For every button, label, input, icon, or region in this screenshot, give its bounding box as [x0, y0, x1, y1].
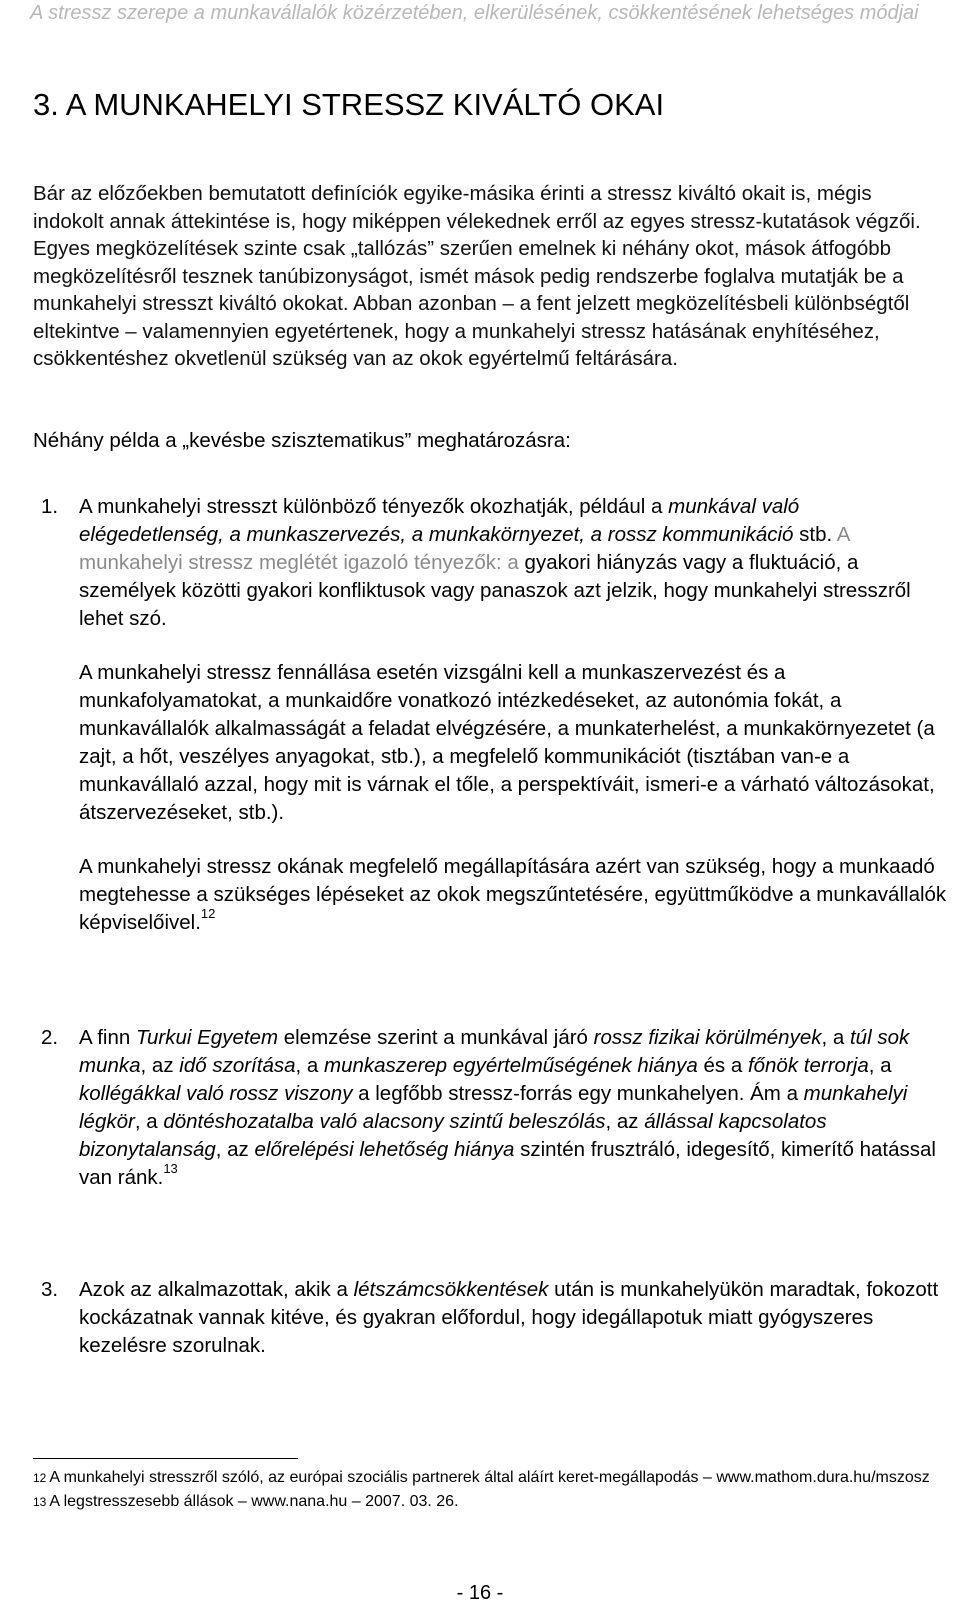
list-item-body [79, 493, 948, 937]
italic-span: főnök terrorja [747, 1054, 869, 1077]
examples-lead: Néhány példa a „kevésbe szisztematikus” meghatározásra: [33, 429, 571, 452]
italic-span: előrelépési lehetőség hiánya [254, 1138, 515, 1161]
footnote-ref: 12 [200, 906, 216, 921]
text-span: A munkahelyi stressz okának megfelelő megállapítására azért van szükség, hogy a munkaadó megtehesse a szükséges lépéseket az okok megszűntetésére, együttműködve a munkavállalók képviselőivel. [79, 855, 947, 934]
text-span: A finn [79, 1026, 136, 1049]
intro-paragraph: Bár az előzőekben bemutatott definíciók egyike-másika érinti a stressz kiváltó okait is, mégis indokolt annak áttekintése is, hogy miképpen vélekednek erről az egyes stressz-kutatások végzői. Egyes megközelítések szinte csak „tallózás” szerűen emelnek ki néhány okot, mások átfogóbb megközelítésről tesznek tanúbizonyságot, ismét mások pedig rendszerbe foglalva mutatják be a munkahelyi stresszt kiváltó okokat. Abban azonban – a fent jelzett megközelítésbeli különbségtől eltekintve – valamennyien egyetértenek, hogy a munkahelyi stressz hatásának enyhítéséhez, csökkentéshez okvetlenül szükség van az okok egyértelmű feltárására. [33, 182, 921, 370]
text-span: , az [140, 1054, 180, 1077]
list-item-2 [33, 1024, 948, 1192]
list-item-1 [33, 493, 948, 937]
italic-span: munkahelyi légkör [79, 1082, 908, 1133]
text-span: szintén frusztráló, idegesítő, kimerítő hatással van ránk. [79, 1138, 936, 1189]
footnote-mark: 13 [33, 1495, 47, 1509]
italic-span: idő szorítása [179, 1054, 296, 1077]
italic-span: Turkui Egyetem [136, 1026, 279, 1049]
footnote-13 [33, 1490, 933, 1514]
text-span: gyakori hiányzás vagy a fluktuáció, a személyek közötti gyakori konfliktusok vagy panaszok azt jelzik, hogy munkahelyi stresszről lehet szó. [79, 551, 911, 630]
footnote-text: A legstresszesebb állások – www.nana.hu – 2007. 03. 26. [49, 1493, 459, 1510]
italic-span: túl sok munka [79, 1026, 910, 1077]
list-item-number: 2. [41, 1026, 59, 1049]
text-span: , az [605, 1110, 645, 1133]
footnote-ref: 13 [163, 1161, 178, 1176]
italic-span: munkával való elégedetlenség, a munkaszervezés, a munkakörnyezet, a rossz kommunikáció [79, 495, 800, 546]
page-number: - 16 - [456, 1582, 504, 1604]
list-item-number: 1. [41, 495, 59, 518]
item-1-paragraph-2: A munkahelyi stressz fennállása esetén vizsgálni kell a munkaszervezést és a munkafolyamatokat, a munkaidőre vonatkozó intézkedéseket, az autonómia fokát, a munkavállalók alkalmasságát a feladat elvégzésére, a munkaterhelést, a munkakörnyezetet (a zajt, a hőt, veszélyes anyagokat, stb.), a megfelelő kommunikációt (tisztában van-e a munkavállaló azzal, hogy mit is várnak el tőle, a perspektíváit, ismeri-e a várható változásokat, átszervezéseket, stb.). [79, 661, 935, 824]
text-span: , a [821, 1026, 850, 1049]
running-header: A stressz szerepe a munkavállalók közérzetében, elkerülésének, csökkentésének lehetséges módjai [30, 2, 919, 24]
footnote-text: A munkahelyi stresszről szóló, az európai szociális partnerek által aláírt keret-megállapodás – www.mathom.dura.hu/mszosz [49, 1469, 930, 1486]
chapter-title: 3. A MUNKAHELYI STRESSZ KIVÁLTÓ OKAI [33, 87, 665, 122]
italic-span: döntéshozatalba való alacsony szintű beleszólás [163, 1110, 606, 1133]
text-span: , a [295, 1054, 325, 1077]
italic-span: létszámcsökkentések [353, 1278, 549, 1301]
list-item-number: 3. [41, 1278, 59, 1301]
list-item-body [79, 1024, 948, 1192]
list-item-body [79, 1276, 948, 1360]
item-3-paragraph [79, 1276, 948, 1360]
footnote-separator [33, 1458, 298, 1459]
item-2-paragraph [79, 1024, 948, 1192]
list-item-3 [33, 1276, 948, 1360]
footnote-mark: 12 [33, 1471, 47, 1485]
footnote-12 [33, 1466, 933, 1490]
text-span: A munkahelyi stresszt különböző tényezők okozhatják, például a [79, 495, 669, 518]
text-span: és a [697, 1054, 748, 1077]
grey-text-span: A munkahelyi stressz meglétét igazoló tényezők: a [79, 523, 850, 574]
italic-span: rossz fizikai körülmények [593, 1026, 822, 1049]
text-span: Azok az alkalmazottak, akik a [79, 1278, 354, 1301]
text-span: a legfőbb stressz-forrás egy munkahelyen. Ám a [352, 1082, 804, 1105]
italic-span: állással kapcsolatos bizonytalanság [79, 1110, 827, 1161]
footnotes [33, 1466, 933, 1514]
text-span: , a [134, 1110, 164, 1133]
italic-span: munkaszerep egyértelműségének hiánya [324, 1054, 698, 1077]
italic-span: kollégákkal való rossz viszony [79, 1082, 353, 1105]
text-span: , az [215, 1138, 255, 1161]
item-1-paragraph-3 [79, 853, 948, 937]
text-span: , a [868, 1054, 892, 1077]
item-1-paragraph-1 [79, 493, 948, 633]
text-span: stb. [793, 523, 837, 546]
text-span: elemzése szerint a munkával járó [278, 1026, 594, 1049]
text-span: után is munkahelyükön maradtak, fokozott kockázatnak vannak kitéve, és gyakran előfordul, hogy idegállapotuk miatt gyógyszeres kezelésre szorulnak. [79, 1278, 939, 1357]
